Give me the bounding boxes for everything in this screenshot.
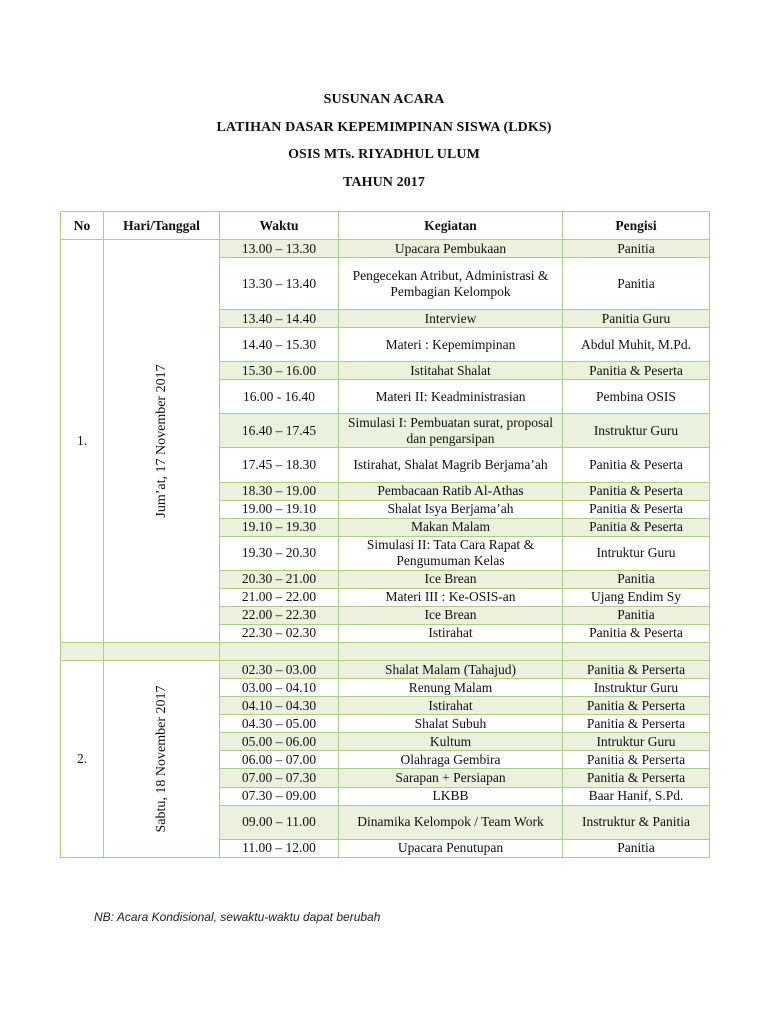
header-time: Waktu [220,212,339,240]
activity-cell: Dinamika Kelompok / Team Work [339,805,563,839]
activity-cell: Makan Malam [339,518,563,536]
time-cell: 22.00 – 22.30 [220,606,339,624]
table-row [61,240,710,258]
presenter-cell: Panitia & Perserta [563,751,710,769]
activity-cell: Istirahat [339,697,563,715]
header-no: No [61,212,104,240]
presenter-cell: Panitia & Peserta [563,624,710,642]
presenter-cell: Instruktur Guru [563,679,710,697]
separator-row [61,643,710,661]
activity-cell: Materi III : Ke-OSIS-an [339,588,563,606]
time-cell: 13.00 – 13.30 [220,240,339,258]
activity-cell: Upacara Penutupan [339,839,563,857]
time-cell: 13.30 – 13.40 [220,258,339,310]
time-cell: 11.00 – 12.00 [220,839,339,857]
presenter-cell: Panitia & Peserta [563,448,710,482]
header-activity: Kegiatan [339,212,563,240]
presenter-cell: Panitia & Peserta [563,362,710,380]
presenter-cell: Intruktur Guru [563,733,710,751]
activity-cell: Olahraga Gembira [339,751,563,769]
time-cell: 05.00 – 06.00 [220,733,339,751]
title-line-1: SUSUNAN ACARA [323,92,445,107]
presenter-cell: Panitia [563,258,710,310]
activity-cell: Istirahat, Shalat Magrib Berjama’ah [339,448,563,482]
day-date-cell [104,240,220,643]
presenter-cell: Baar Hanif, S.Pd. [563,787,710,805]
time-cell: 13.40 – 14.40 [220,310,339,328]
schedule-table [60,211,710,858]
time-cell: 22.30 – 02.30 [220,624,339,642]
header-presenter: Pengisi [563,212,710,240]
time-cell: 06.00 – 07.00 [220,751,339,769]
time-cell: 15.30 – 16.00 [220,362,339,380]
time-cell: 21.00 – 22.00 [220,588,339,606]
activity-cell: Pembacaan Ratib Al-Athas [339,482,563,500]
separator-cell [61,643,104,661]
time-cell: 18.30 – 19.00 [220,482,339,500]
time-cell: 07.00 – 07.30 [220,769,339,787]
time-cell: 07.30 – 09.00 [220,787,339,805]
day-date-cell [104,661,220,858]
presenter-cell: Panitia [563,606,710,624]
title-block [0,86,768,196]
activity-cell: Kultum [339,733,563,751]
activity-cell: Pengecekan Atribut, Administrasi & Pembagian Kelompok [339,258,563,310]
time-cell: 19.10 – 19.30 [220,518,339,536]
day-date-wrapper [106,661,217,857]
activity-cell: Shalat Subuh [339,715,563,733]
day-date-label: Jum’at, 17 November 2017 [153,364,169,518]
time-cell: 02.30 – 03.00 [220,661,339,679]
presenter-cell: Abdul Muhit, M.Pd. [563,328,710,362]
presenter-cell: Instruktur Guru [563,414,710,448]
activity-cell: Ice Brean [339,606,563,624]
activity-cell: Simulasi I: Pembuatan surat, proposal dan pengarsipan [339,414,563,448]
presenter-cell: Panitia & Peserta [563,500,710,518]
activity-cell: Materi II: Keadministrasian [339,380,563,414]
day-date-label: Sabtu, 18 November 2017 [153,685,169,833]
separator-cell [563,643,710,661]
table-row [61,661,710,679]
activity-cell: Istirahat [339,624,563,642]
presenter-cell: Panitia [563,570,710,588]
separator-cell [104,643,220,661]
presenter-cell: Pembina OSIS [563,380,710,414]
time-cell: 03.00 – 04.10 [220,679,339,697]
table-header-row [61,212,710,240]
time-cell: 16.00 - 16.40 [220,380,339,414]
title-line-2: LATIHAN DASAR KEPEMIMPINAN SISWA (LDKS) [216,119,552,135]
time-cell: 16.40 – 17.45 [220,414,339,448]
schedule-body [61,240,710,858]
presenter-cell: Panitia & Peserta [563,518,710,536]
time-cell: 20.30 – 21.00 [220,570,339,588]
time-cell: 04.10 – 04.30 [220,697,339,715]
header-day-date: Hari/Tanggal [104,212,220,240]
presenter-cell: Panitia & Perserta [563,661,710,679]
time-cell: 04.30 – 05.00 [220,715,339,733]
activity-cell: Materi : Kepemimpinan [339,328,563,362]
time-cell: 19.00 – 19.10 [220,500,339,518]
presenter-cell: Ujang Endim Sy [563,588,710,606]
presenter-cell: Panitia & Peserta [563,482,710,500]
presenter-cell: Panitia Guru [563,310,710,328]
activity-cell: Interview [339,310,563,328]
activity-cell: Simulasi II: Tata Cara Rapat & Pengumuman Kelas [339,536,563,570]
presenter-cell: Instruktur & Panitia [563,805,710,839]
day-number: 2. [61,661,104,858]
presenter-cell: Panitia [563,839,710,857]
activity-cell: Shalat Malam (Tahajud) [339,661,563,679]
title-line-3: OSIS MTs. RIYADHUL ULUM [288,147,480,162]
activity-cell: Ice Brean [339,570,563,588]
time-cell: 17.45 – 18.30 [220,448,339,482]
presenter-cell: Panitia & Perserta [563,769,710,787]
time-cell: 14.40 – 15.30 [220,328,339,362]
activity-cell: Sarapan + Persiapan [339,769,563,787]
activity-cell: LKBB [339,787,563,805]
time-cell: 19.30 – 20.30 [220,536,339,570]
activity-cell: Renung Malam [339,679,563,697]
time-cell: 09.00 – 11.00 [220,805,339,839]
presenter-cell: Intruktur Guru [563,536,710,570]
day-date-wrapper [106,240,217,642]
separator-cell [220,643,339,661]
footnote: NB: Acara Kondisional, sewaktu-waktu dapat berubah [94,910,381,924]
presenter-cell: Panitia & Perserta [563,697,710,715]
presenter-cell: Panitia & Perserta [563,715,710,733]
activity-cell: Istitahat Shalat [339,362,563,380]
activity-cell: Shalat Isya Berjama’ah [339,500,563,518]
separator-cell [339,643,563,661]
title-line-4: TAHUN 2017 [342,174,426,190]
activity-cell: Upacara Pembukaan [339,240,563,258]
presenter-cell: Panitia [563,240,710,258]
day-number: 1. [61,240,104,643]
